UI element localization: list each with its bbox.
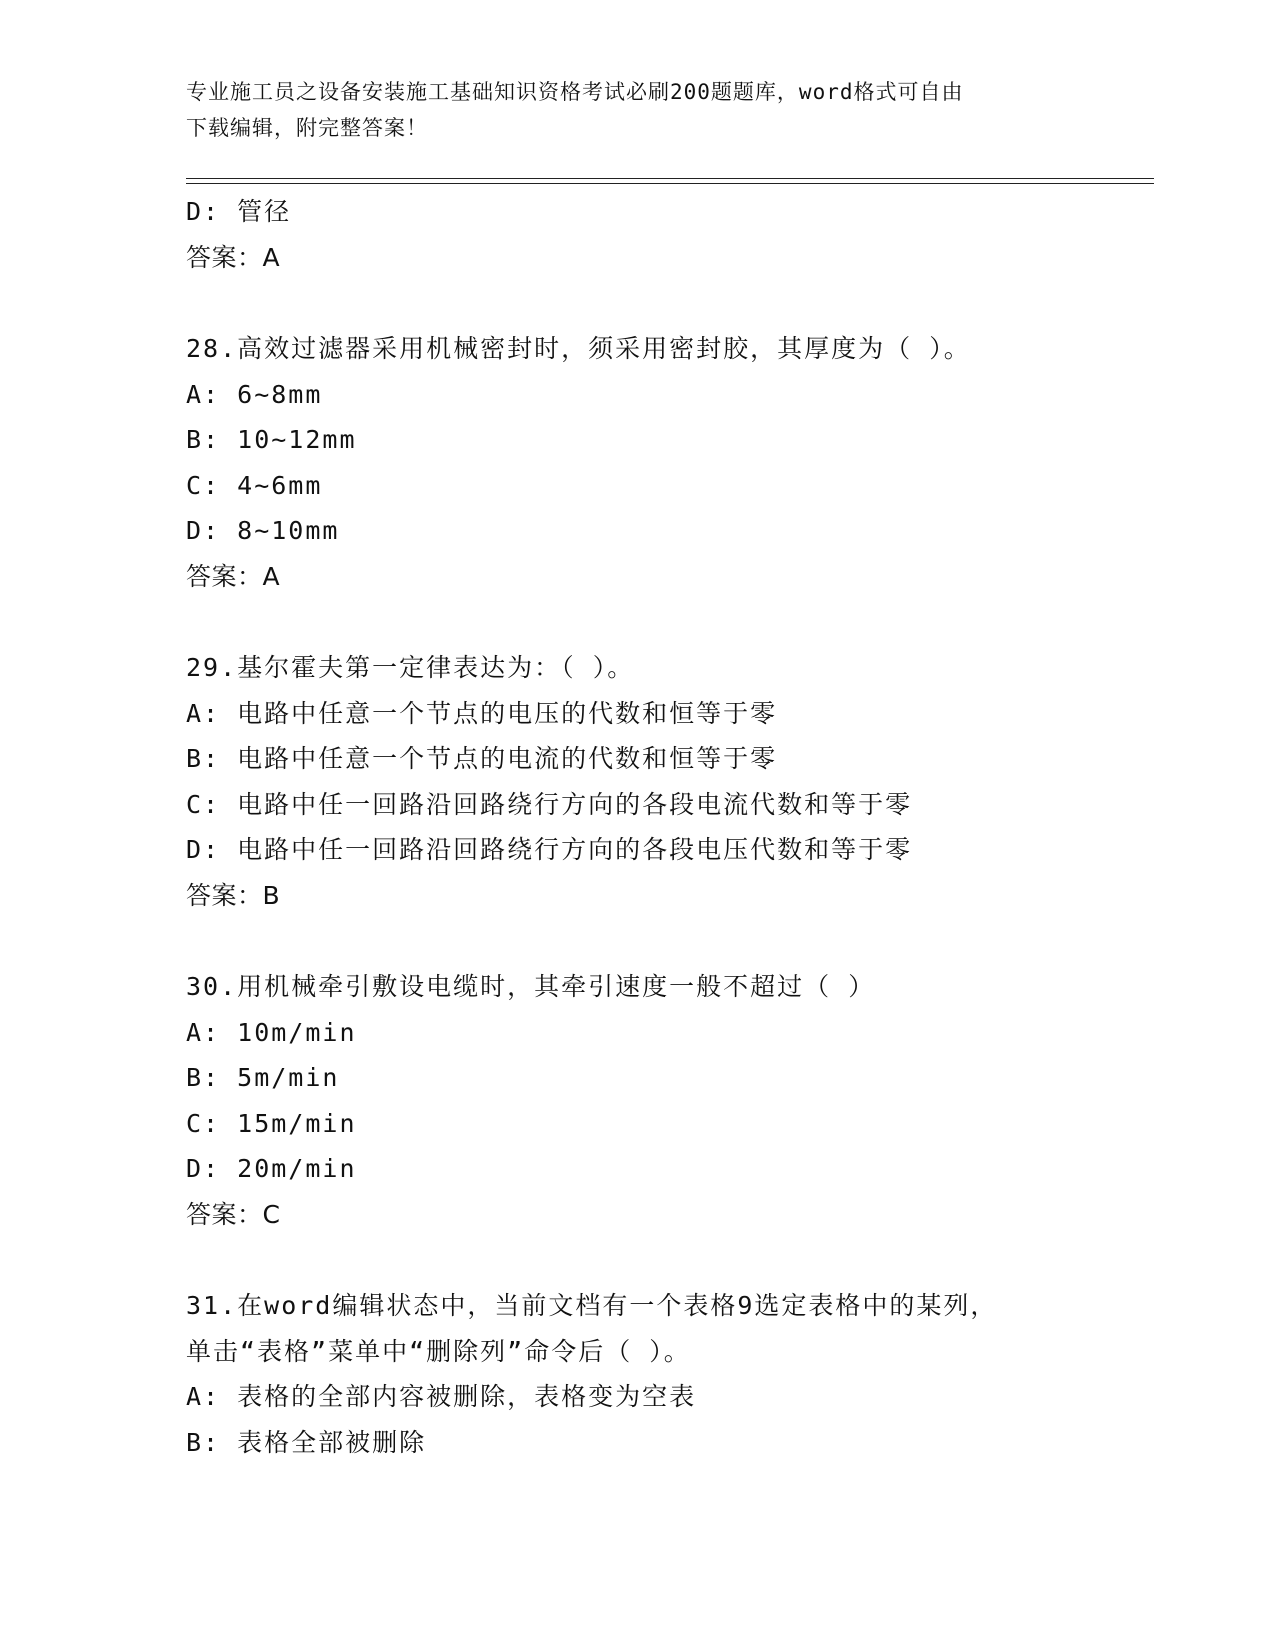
option-a: A: 表格的全部内容被删除，表格变为空表 xyxy=(186,1382,697,1411)
option-b: B: 电路中任意一个节点的电流的代数和恒等于零 xyxy=(186,744,778,773)
option-a: A: 10m/min xyxy=(186,1017,357,1047)
option-b: B: 表格全部被删除 xyxy=(186,1427,427,1457)
option-a: A: 电路中任意一个节点的电压的代数和恒等于零 xyxy=(186,698,778,728)
answer-line: 答案：B xyxy=(186,880,281,910)
question-29 xyxy=(186,645,1146,918)
question-stem-line-2: 单击“表格”菜单中“删除列”命令后（ ）。 xyxy=(186,1336,691,1366)
option-d: D: 20m/min xyxy=(186,1154,357,1183)
question-28 xyxy=(186,326,1146,599)
header-title-line-1: 专业施工员之设备安装施工基础知识资格考试必刷200题题库，word格式可自由 xyxy=(186,80,964,104)
option-c: C: 15m/min xyxy=(186,1108,357,1138)
question-stem: 30.用机械牵引敷设电缆时，其牵引速度一般不超过（ ） xyxy=(186,972,876,1001)
option-a: A: 6~8mm xyxy=(186,379,323,409)
page-header xyxy=(186,74,1066,146)
answer-line: 答案：A xyxy=(186,242,281,272)
spacer xyxy=(186,1237,1146,1283)
option-d: D: 电路中任一回路沿回路绕行方向的各段电压代数和等于零 xyxy=(186,835,913,864)
header-divider-top xyxy=(186,178,1154,179)
header-divider-bottom xyxy=(186,183,1154,184)
option-c: C: 电路中任一回路沿回路绕行方向的各段电流代数和等于零 xyxy=(186,789,913,819)
option-d: D: 管径 xyxy=(186,197,292,226)
spacer xyxy=(186,280,1146,326)
header-title-line-2: 下载编辑，附完整答案！ xyxy=(186,116,428,140)
spacer xyxy=(186,918,1146,964)
question-30 xyxy=(186,964,1146,1237)
question-stem: 29.基尔霍夫第一定律表达为：（ ）。 xyxy=(186,653,635,682)
spacer xyxy=(186,599,1146,645)
question-list xyxy=(186,189,1146,1465)
option-d: D: 8~10mm xyxy=(186,516,340,545)
answer-line: 答案：C xyxy=(186,1199,281,1229)
option-b: B: 5m/min xyxy=(186,1063,340,1092)
question-27-tail xyxy=(186,189,1146,280)
question-stem-line-1: 31.在word编辑状态中，当前文档有一个表格9选定表格中的某列， xyxy=(186,1291,998,1320)
answer-line: 答案：A xyxy=(186,561,281,591)
option-c: C: 4~6mm xyxy=(186,470,323,500)
question-31 xyxy=(186,1283,1146,1465)
question-stem: 28.高效过滤器采用机械密封时，须采用密封胶，其厚度为（ ）。 xyxy=(186,334,971,363)
option-b: B: 10~12mm xyxy=(186,425,357,454)
